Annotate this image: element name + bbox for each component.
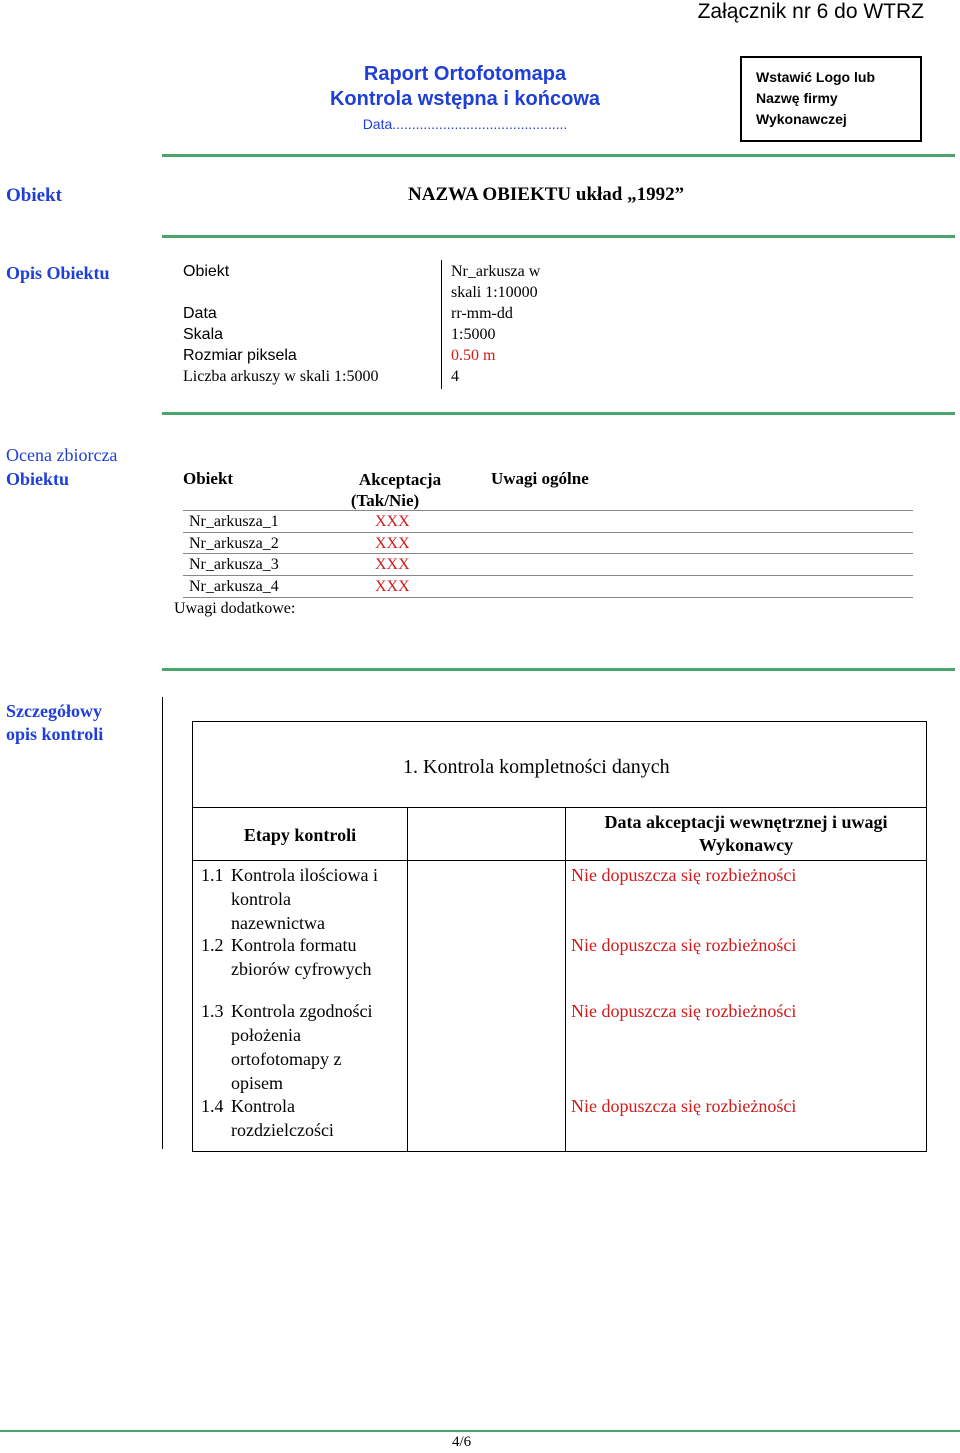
ocena-col-akceptacja-line1: Akceptacja: [358, 470, 442, 489]
opis-key: Data: [183, 305, 217, 322]
empty-cell: [408, 861, 566, 1152]
col-data-header-line2: Wykonawcy: [698, 835, 794, 855]
opis-value: Nr_arkusza w: [451, 263, 541, 280]
col-data-header: [566, 808, 927, 861]
ocena-arkusz: Nr_arkusza_3: [189, 556, 279, 573]
opis-value: rr-mm-dd: [451, 305, 513, 322]
step-text: Kontrola: [231, 1096, 295, 1116]
ocena-row-line: [183, 575, 913, 576]
ocena-label-line2: Obiektu: [6, 469, 70, 489]
opis-key: Liczba arkuszy w skali 1:5000: [183, 368, 379, 385]
step-number: 1.3: [201, 1001, 224, 1021]
step-text: nazewnictwa: [231, 913, 325, 933]
section-divider: [162, 668, 955, 671]
szczegolowy-label-line2: opis kontroli: [6, 724, 104, 744]
logo-placeholder-line: Wykonawczej: [756, 111, 847, 127]
kontrola-step: [201, 999, 407, 1094]
step-number: 1.2: [201, 935, 224, 955]
step-text: opisem: [231, 1073, 283, 1093]
step-number: 1.4: [201, 1096, 224, 1116]
opis-row: [183, 303, 540, 324]
footer-divider: [0, 1430, 960, 1432]
report-title: [300, 62, 630, 137]
opis-value: 0.50 m: [451, 347, 496, 364]
col-data-header-line1: Data akceptacji wewnętrznej i uwagi: [604, 812, 888, 832]
step-text: Kontrola formatu: [231, 935, 357, 955]
szczegolowy-vertical-rule: [162, 697, 163, 1149]
ocena-label: [6, 443, 117, 491]
step-text: zbiorów cyfrowych: [231, 959, 372, 979]
opis-table: [183, 261, 540, 387]
ocena-row-line: [183, 553, 913, 554]
kontrola-step: [201, 863, 407, 933]
ocena-col-obiekt: Obiekt: [183, 469, 234, 488]
step-text: ortofotomapy z: [231, 1049, 342, 1069]
section-divider: [162, 235, 955, 238]
step-note: Nie dopuszcza się rozbieżności: [571, 865, 797, 885]
ocena-col-akceptacja: [340, 469, 460, 511]
ocena-col-uwagi: Uwagi ogólne: [491, 469, 589, 488]
logo-placeholder-line: Nazwę firmy: [756, 90, 838, 106]
notes-cell: [566, 861, 927, 1152]
opis-value: 4: [451, 368, 459, 385]
ocena-row-line: [183, 532, 913, 533]
section-divider: [162, 154, 955, 157]
page-number: 4/6: [452, 1434, 472, 1450]
kontrola-table: [192, 807, 927, 1152]
kontrola-title-box: [192, 721, 927, 808]
szczegolowy-label: [6, 700, 103, 746]
step-number: 1.1: [201, 865, 224, 885]
kontrola-step: [201, 933, 407, 999]
kontrola-step: [201, 1094, 407, 1144]
step-text: rozdzielczości: [231, 1120, 334, 1140]
opis-row: [183, 282, 540, 303]
logo-placeholder-line: Wstawić Logo lub: [756, 69, 875, 85]
ocena-akceptacja: XXX: [375, 513, 410, 530]
opis-obiektu-label: Opis Obiektu: [6, 263, 110, 283]
step-text: Kontrola zgodności: [231, 1001, 373, 1021]
ocena-akceptacja: XXX: [375, 556, 410, 573]
opis-row: [183, 345, 540, 366]
szczegolowy-label-line1: Szczegółowy: [6, 701, 102, 721]
col-empty-header: [408, 808, 566, 861]
step-text: Kontrola ilościowa i: [231, 865, 378, 885]
report-title-line1: Raport Ortofotomapa: [363, 63, 567, 85]
ocena-label-line1: Ocena zbiorcza: [6, 445, 118, 465]
opis-key: Rozmiar piksela: [183, 347, 297, 364]
section-divider: [162, 412, 955, 415]
col-etapy-header: Etapy kontroli: [193, 808, 408, 861]
ocena-arkusz: Nr_arkusza_1: [189, 513, 279, 530]
logo-placeholder-box: [740, 56, 922, 142]
ocena-arkusz: Nr_arkusza_4: [189, 578, 279, 595]
opis-row: [183, 261, 540, 282]
opis-key: Obiekt: [183, 263, 230, 280]
step-text: kontrola: [231, 889, 291, 909]
step-note: Nie dopuszcza się rozbieżności: [571, 935, 797, 955]
attachment-label: Załącznik nr 6 do WTRZ: [697, 0, 924, 23]
opis-value: 1:5000: [451, 326, 496, 343]
opis-row: [183, 366, 540, 387]
step-note: Nie dopuszcza się rozbieżności: [571, 1001, 797, 1021]
kontrola-title: 1. Kontrola kompletności danych: [403, 756, 670, 778]
ocena-uwagi-dodatkowe: Uwagi dodatkowe:: [174, 600, 296, 617]
ocena-akceptacja: XXX: [375, 535, 410, 552]
ocena-col-akceptacja-line2: (Tak/Nie): [350, 491, 420, 510]
opis-key: [183, 282, 451, 303]
opis-row: [183, 324, 540, 345]
ocena-akceptacja: XXX: [375, 578, 410, 595]
step-text: położenia: [231, 1025, 301, 1045]
ocena-arkusz: Nr_arkusza_2: [189, 535, 279, 552]
ocena-row-line: [183, 510, 913, 511]
obiekt-label: Obiekt: [6, 185, 62, 206]
obiekt-name: NAZWA OBIEKTU układ „1992”: [408, 184, 685, 205]
report-date-line: Data.............................................: [362, 116, 568, 132]
report-title-line2: Kontrola wstępna i końcowa: [329, 88, 601, 110]
etapy-cell: [193, 861, 408, 1152]
step-note: Nie dopuszcza się rozbieżności: [571, 1096, 797, 1116]
kontrola-body-row: [193, 861, 927, 1152]
opis-key: Skala: [183, 326, 224, 343]
opis-value: skali 1:10000: [451, 284, 538, 301]
kontrola-header-row: [193, 808, 927, 861]
